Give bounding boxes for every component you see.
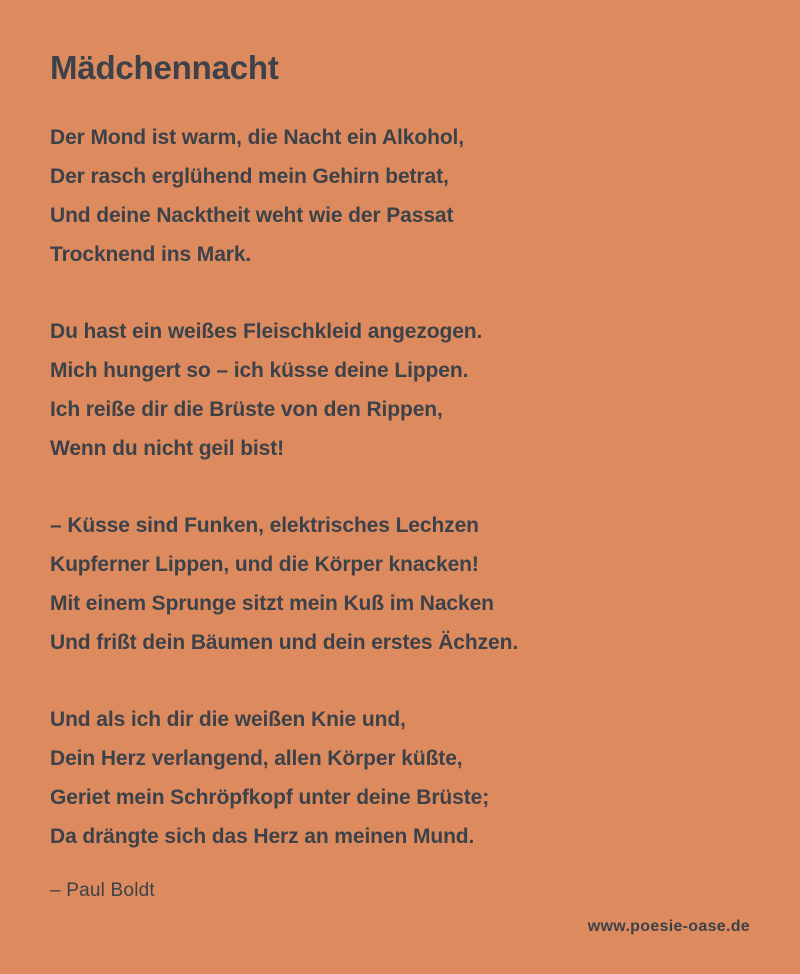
poem-line: Der rasch erglühend mein Gehirn betrat,: [50, 164, 449, 188]
stanza-2: [50, 312, 750, 468]
stanza-3: [50, 506, 750, 662]
poem-line: Geriet mein Schröpfkopf unter deine Brüste;: [50, 785, 490, 809]
poem-line: Ich reiße dir die Brüste von den Rippen,: [50, 397, 443, 421]
poem-line: Und als ich dir die weißen Knie und,: [50, 707, 406, 731]
website-credit: www.poesie-oase.de: [587, 918, 750, 935]
poem-line: Du hast ein weißes Fleischkleid angezogen.: [50, 319, 483, 343]
poem-line: Mit einem Sprunge sitzt mein Kuß im Nacken: [50, 591, 494, 615]
poem-line: – Küsse sind Funken, elektrisches Lechzen: [50, 513, 479, 537]
poem-line: Trocknend ins Mark.: [50, 242, 252, 266]
poem-line: Und deine Nacktheit weht wie der Passat: [50, 203, 454, 227]
poem-line: Und frißt dein Bäumen und dein erstes Ächzen.: [50, 630, 519, 654]
page-title: Mädchennacht: [50, 49, 279, 86]
poem-line: Dein Herz verlangend, allen Körper küßte,: [50, 746, 463, 770]
poem-line: Kupferner Lippen, und die Körper knacken!: [50, 552, 479, 576]
poem-line: Der Mond ist warm, die Nacht ein Alkohol,: [50, 125, 465, 149]
poem-line: Wenn du nicht geil bist!: [50, 436, 285, 460]
stanza-4: [50, 700, 750, 856]
poem-author: – Paul Boldt: [50, 879, 155, 901]
poem-line: Da drängte sich das Herz an meinen Mund.: [50, 824, 475, 848]
poem-line: Mich hungert so – ich küsse deine Lippen.: [50, 358, 469, 382]
stanza-1: [50, 118, 750, 274]
